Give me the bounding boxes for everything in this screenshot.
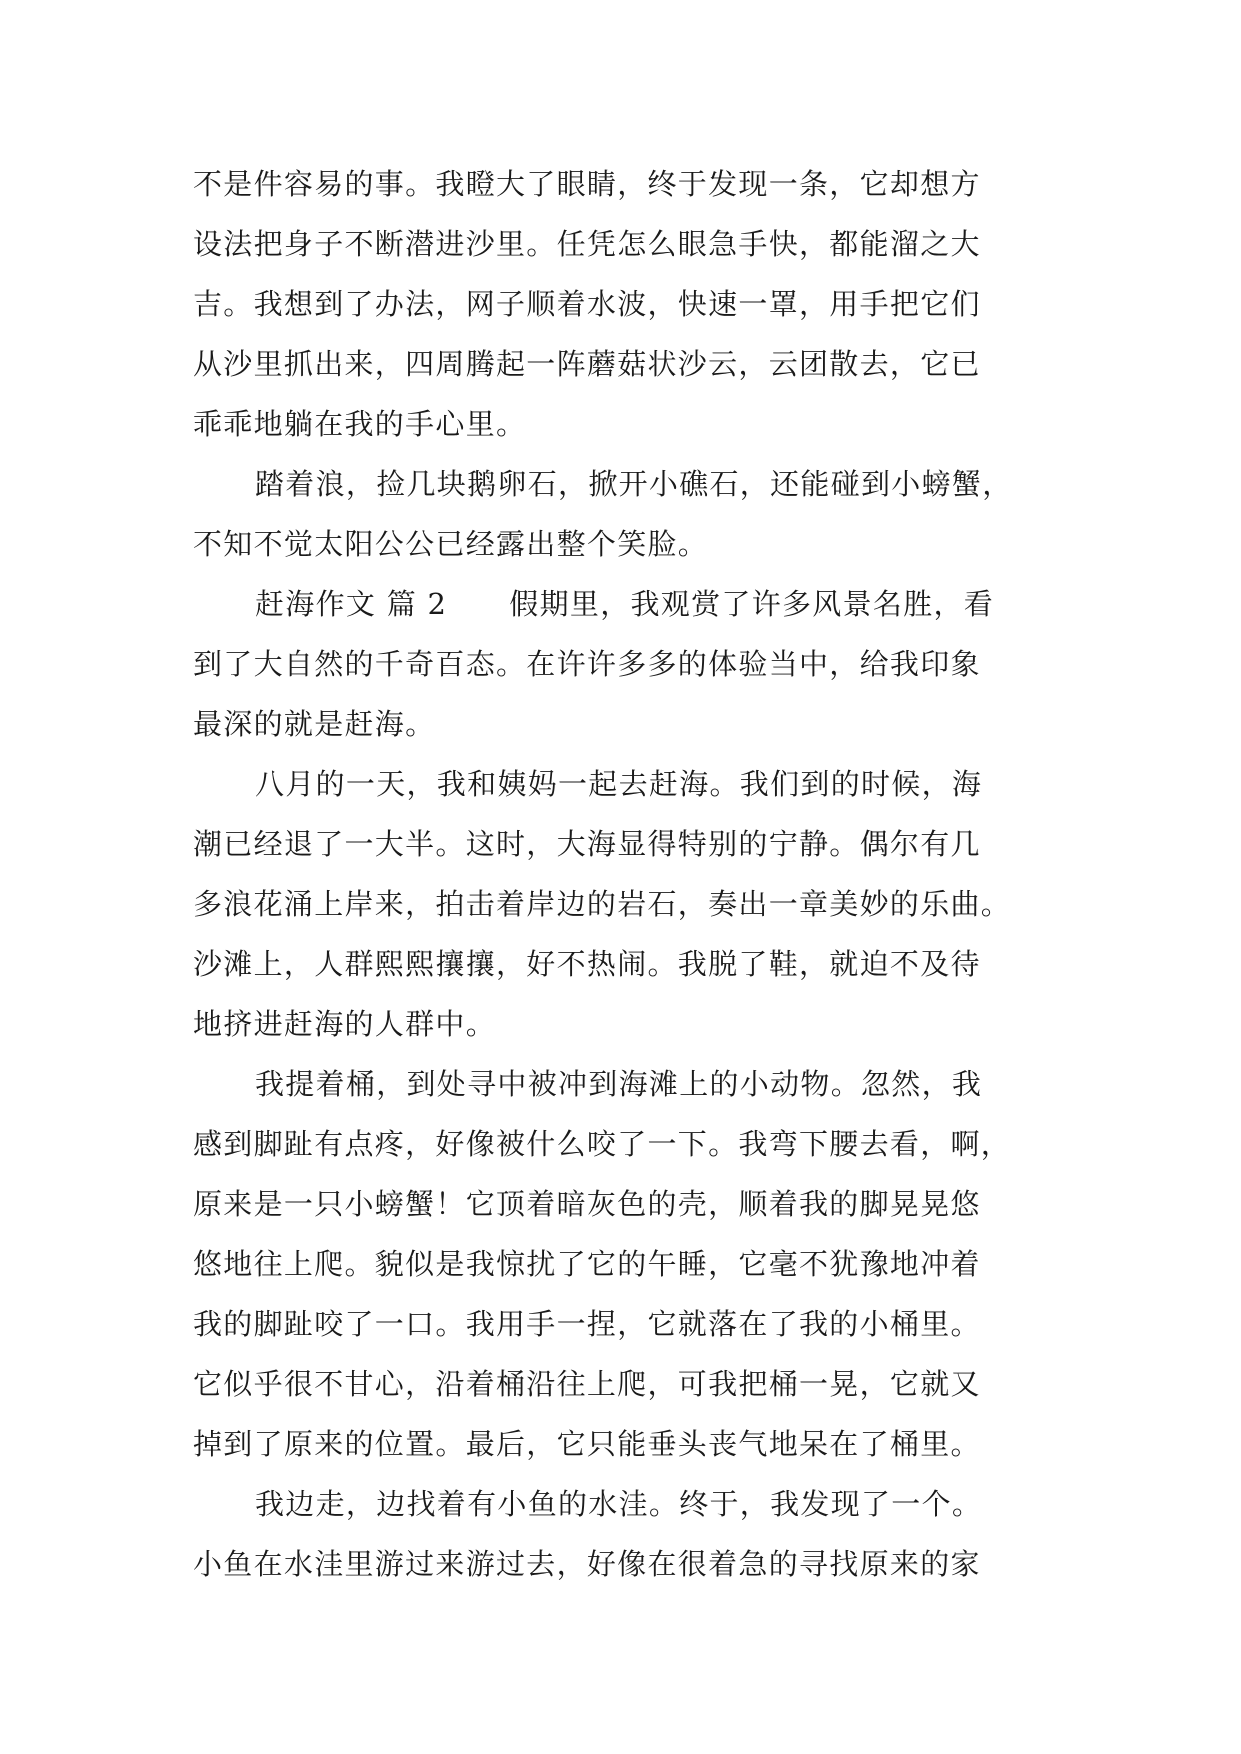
essay-body — [193, 154, 1053, 1594]
text-line: 踏着浪，捡几块鹅卵石，掀开小礁石，还能碰到小螃蟹， — [255, 467, 1013, 501]
text-line: 潮已经退了一大半。这时，大海显得特别的宁静。偶尔有几 — [193, 827, 981, 861]
text-line: 假期里，我观赏了许多风景名胜，看 — [509, 587, 995, 621]
text-line: 沙滩上，人群熙熙攘攘，好不热闹。我脱了鞋，就迫不及待 — [193, 947, 981, 981]
text-line: 吉。我想到了办法，网子顺着水波，快速一罩，用手把它们 — [193, 287, 981, 321]
text-line: 设法把身子不断潜进沙里。任凭怎么眼急手快，都能溜之大 — [193, 227, 981, 261]
section-heading: 赶海作文 篇 2 — [255, 587, 448, 621]
text-line: 不知不觉太阳公公已经露出整个笑脸。 — [193, 527, 709, 561]
text-line: 它似乎很不甘心，沿着桶沿往上爬，可我把桶一晃，它就又 — [193, 1367, 981, 1401]
text-line: 到了大自然的千奇百态。在许许多多的体验当中，给我印象 — [193, 647, 981, 681]
text-line: 我的脚趾咬了一口。我用手一捏，它就落在了我的小桶里。 — [193, 1307, 981, 1341]
text-line: 乖乖地躺在我的手心里。 — [193, 407, 527, 441]
section-heading-line — [193, 574, 1053, 634]
text-line: 不是件容易的事。我瞪大了眼睛，终于发现一条，它却想方 — [193, 167, 981, 201]
text-line: 我提着桶，到处寻中被冲到海滩上的小动物。忽然，我 — [255, 1067, 983, 1101]
text-line: 多浪花涌上岸来，拍击着岸边的岩石，奏出一章美妙的乐曲。 — [193, 887, 1012, 921]
text-line: 悠地往上爬。貌似是我惊扰了它的午睡，它毫不犹豫地冲着 — [193, 1247, 981, 1281]
text-line: 我边走，边找着有小鱼的水洼。终于，我发现了一个。 — [255, 1487, 983, 1521]
text-line: 掉到了原来的位置。最后，它只能垂头丧气地呆在了桶里。 — [193, 1427, 981, 1461]
text-line: 最深的就是赶海。 — [193, 707, 436, 741]
text-line: 八月的一天，我和姨妈一起去赶海。我们到的时候，海 — [255, 767, 983, 801]
text-line: 从沙里抓出来，四周腾起一阵蘑菇状沙云，云团散去，它已 — [193, 347, 981, 381]
text-line: 感到脚趾有点疼，好像被什么咬了一下。我弯下腰去看，啊， — [193, 1127, 1012, 1161]
text-line: 原来是一只小螃蟹！它顶着暗灰色的壳，顺着我的脚晃晃悠 — [193, 1187, 981, 1221]
text-line: 地挤进赶海的人群中。 — [193, 1007, 497, 1041]
text-line: 小鱼在水洼里游过来游过去，好像在很着急的寻找原来的家 — [193, 1547, 981, 1581]
